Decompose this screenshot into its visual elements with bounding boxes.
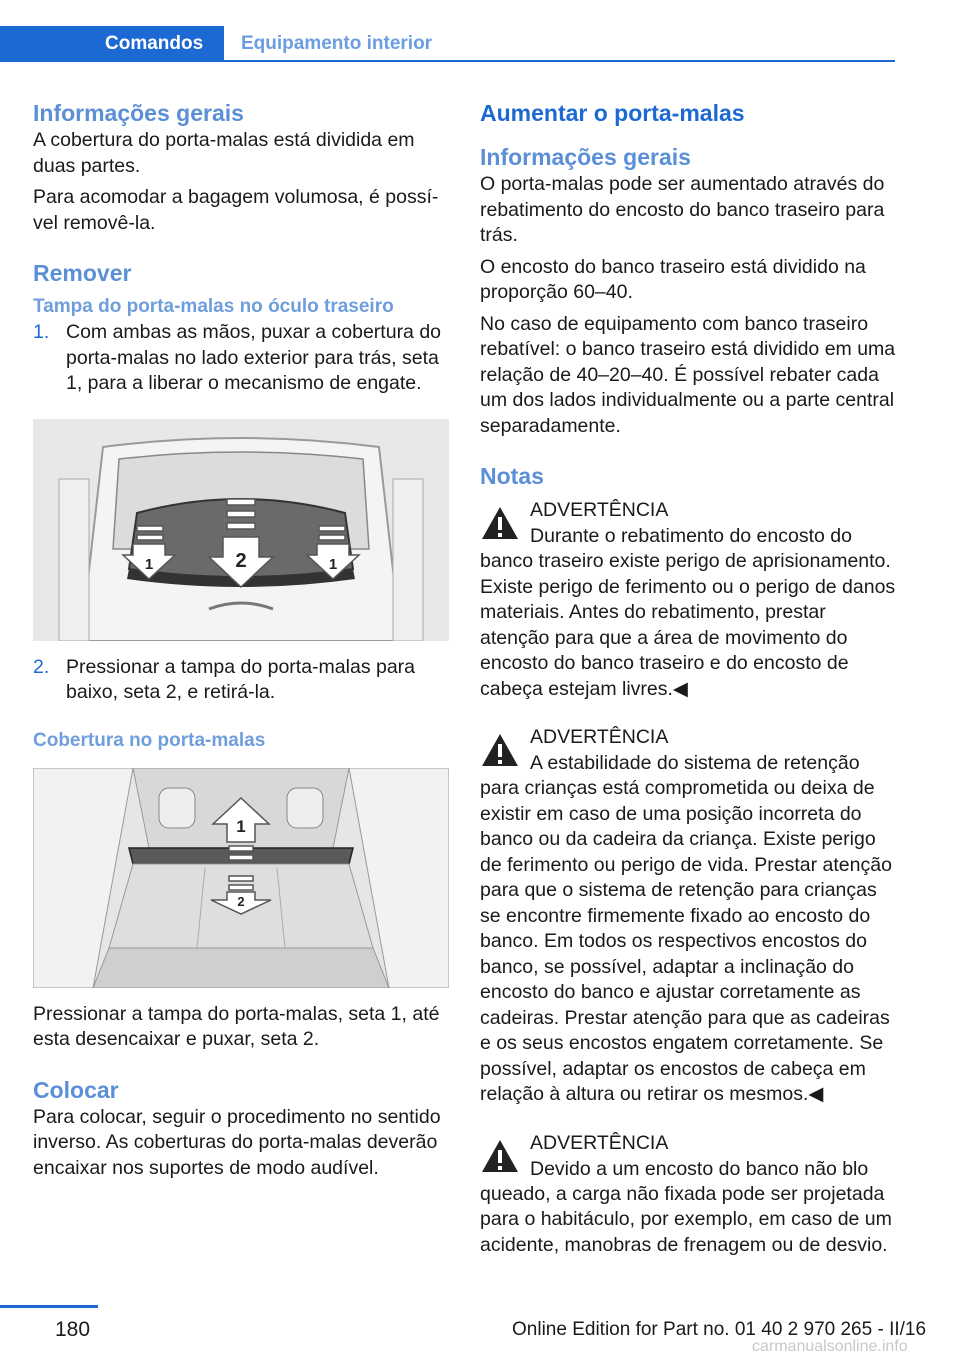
subsection-title-tampa: Tampa do porta-malas no óculo traseiro — [33, 296, 394, 317]
warning-title: ADVERTÊNCIA — [530, 499, 669, 521]
header-rule — [224, 60, 895, 62]
warning-icon — [480, 505, 520, 541]
tab-equipamento-interior[interactable]: Equipamento interior — [241, 33, 433, 54]
section-title-colocar: Colocar — [33, 1076, 119, 1103]
page-number: 180 — [55, 1318, 91, 1341]
list-text: Pressionar a tampa do porta-malas para baixo, seta 2, e retirá-la. — [66, 655, 416, 703]
warning-text: para crianças está comprometida ou deixa de existir em caso de uma posição incorreta do banco ou da cadeira da criança. Existe perigo de ferimento ou perigo de vida. Prestar atenção para que o sistema de retenção para crianças se encontre firmemente fixado ao encosto do banco. Em todos os respectivos encostos do banco, se possível, adaptar a inclinação do encosto do banco e ajustar corretamente as cadeiras. Prestar atenção para que as cadeiras e os seus encostos engatem corretamente. Se possível, adaptar os encostos de cabeça em relação à altura ou retirar os mesmos.◀ — [480, 777, 892, 1105]
warning-block — [480, 497, 896, 549]
paragraph: Para colocar, seguir o procedimento no sentido inverso. As coberturas do porta-malas deverão encaixar nos suportes de modo audível. — [33, 1105, 441, 1179]
warning-icon — [480, 1138, 520, 1174]
warning-title: ADVERTÊNCIA — [530, 726, 669, 748]
figure-trunk-lid — [33, 419, 449, 641]
list-number: 2. — [33, 655, 50, 678]
paragraph: Pressionar a tampa do porta-malas, seta 1, até esta desencaixar e puxar, seta 2. — [33, 1002, 440, 1050]
figure-label: 1 — [328, 555, 338, 573]
warning-block — [480, 1130, 896, 1182]
header-tabs — [0, 26, 895, 62]
section-title-notas: Notas — [480, 463, 544, 489]
tab-comandos[interactable]: Comandos — [0, 26, 224, 62]
list-text: Com ambas as mãos, puxar a cobertura do porta-malas no lado exterior para trás, seta 1, para a liberar o mecanismo de engate. — [66, 321, 442, 394]
trunk-lid-illustration — [33, 419, 449, 641]
list-item — [33, 320, 449, 397]
list-number: 1. — [33, 321, 50, 343]
section-title-aumentar: Aumentar o porta-malas — [480, 100, 745, 126]
paragraph: No caso de equipamento com banco traseiro rebatível: o banco traseiro está dividido em uma relação de 40–20–40. É possível rebater cada um dos lados individualmente ou a parte central separadamente. — [480, 312, 896, 437]
warning-block — [480, 724, 896, 776]
figure-label: 1 — [236, 816, 246, 836]
paragraph: O encosto do banco traseiro está dividido na proporção 60–40. — [480, 255, 866, 303]
paragraph: O porta-malas pode ser aumentado através do rebatimento do encosto do banco traseiro para trás. — [480, 173, 885, 246]
warning-title: ADVERTÊNCIA — [530, 1131, 669, 1154]
right-column — [480, 98, 896, 1258]
cargo-cover-illustration — [33, 768, 449, 988]
warning-first-line: Devido a um encosto do banco não blo — [530, 1157, 869, 1180]
list-item — [33, 655, 449, 706]
figure-cargo-cover — [33, 768, 449, 988]
warning-first-line: A estabilidade do sistema de retenção — [530, 752, 860, 774]
paragraph: Para acomodar a bagagem volumosa, é possível removê-la. — [33, 186, 439, 234]
watermark: carmanualsonline.info — [752, 1338, 908, 1355]
warning-text: queado, a carga não fixada pode ser projetada para o habitáculo, por exemplo, em caso de um acidente, manobras de frenagem ou de desvio. — [480, 1182, 892, 1256]
paragraph: A cobertura do porta-malas está dividida em duas partes. — [33, 129, 415, 177]
figure-label: 2 — [237, 893, 245, 909]
warning-icon — [480, 732, 520, 768]
subsection-title-cobertura: Cobertura no porta-malas — [33, 729, 266, 751]
warning-text: banco traseiro existe perigo de aprisionamento. Existe perigo de ferimento ou o perigo de danos materiais. Antes do rebatimento, prestar atenção para que a área de movimento do encosto do banco traseiro e do encosto de cabeça estejam livres.◀ — [480, 550, 896, 700]
section-title-informacoes-gerais: Informações gerais — [480, 144, 691, 170]
footer-rule — [0, 1305, 98, 1308]
figure-label: 1 — [144, 555, 154, 573]
section-title-remover: Remover — [33, 260, 132, 286]
figure-label: 2 — [235, 549, 247, 572]
warning-first-line: Durante o rebatimento do encosto do — [530, 525, 852, 547]
left-column — [33, 98, 449, 1181]
edition-text: Online Edition for Part no. 01 40 2 970 265 - II/16 — [512, 1319, 927, 1340]
section-title-informacoes-gerais: Informações gerais — [33, 100, 244, 126]
